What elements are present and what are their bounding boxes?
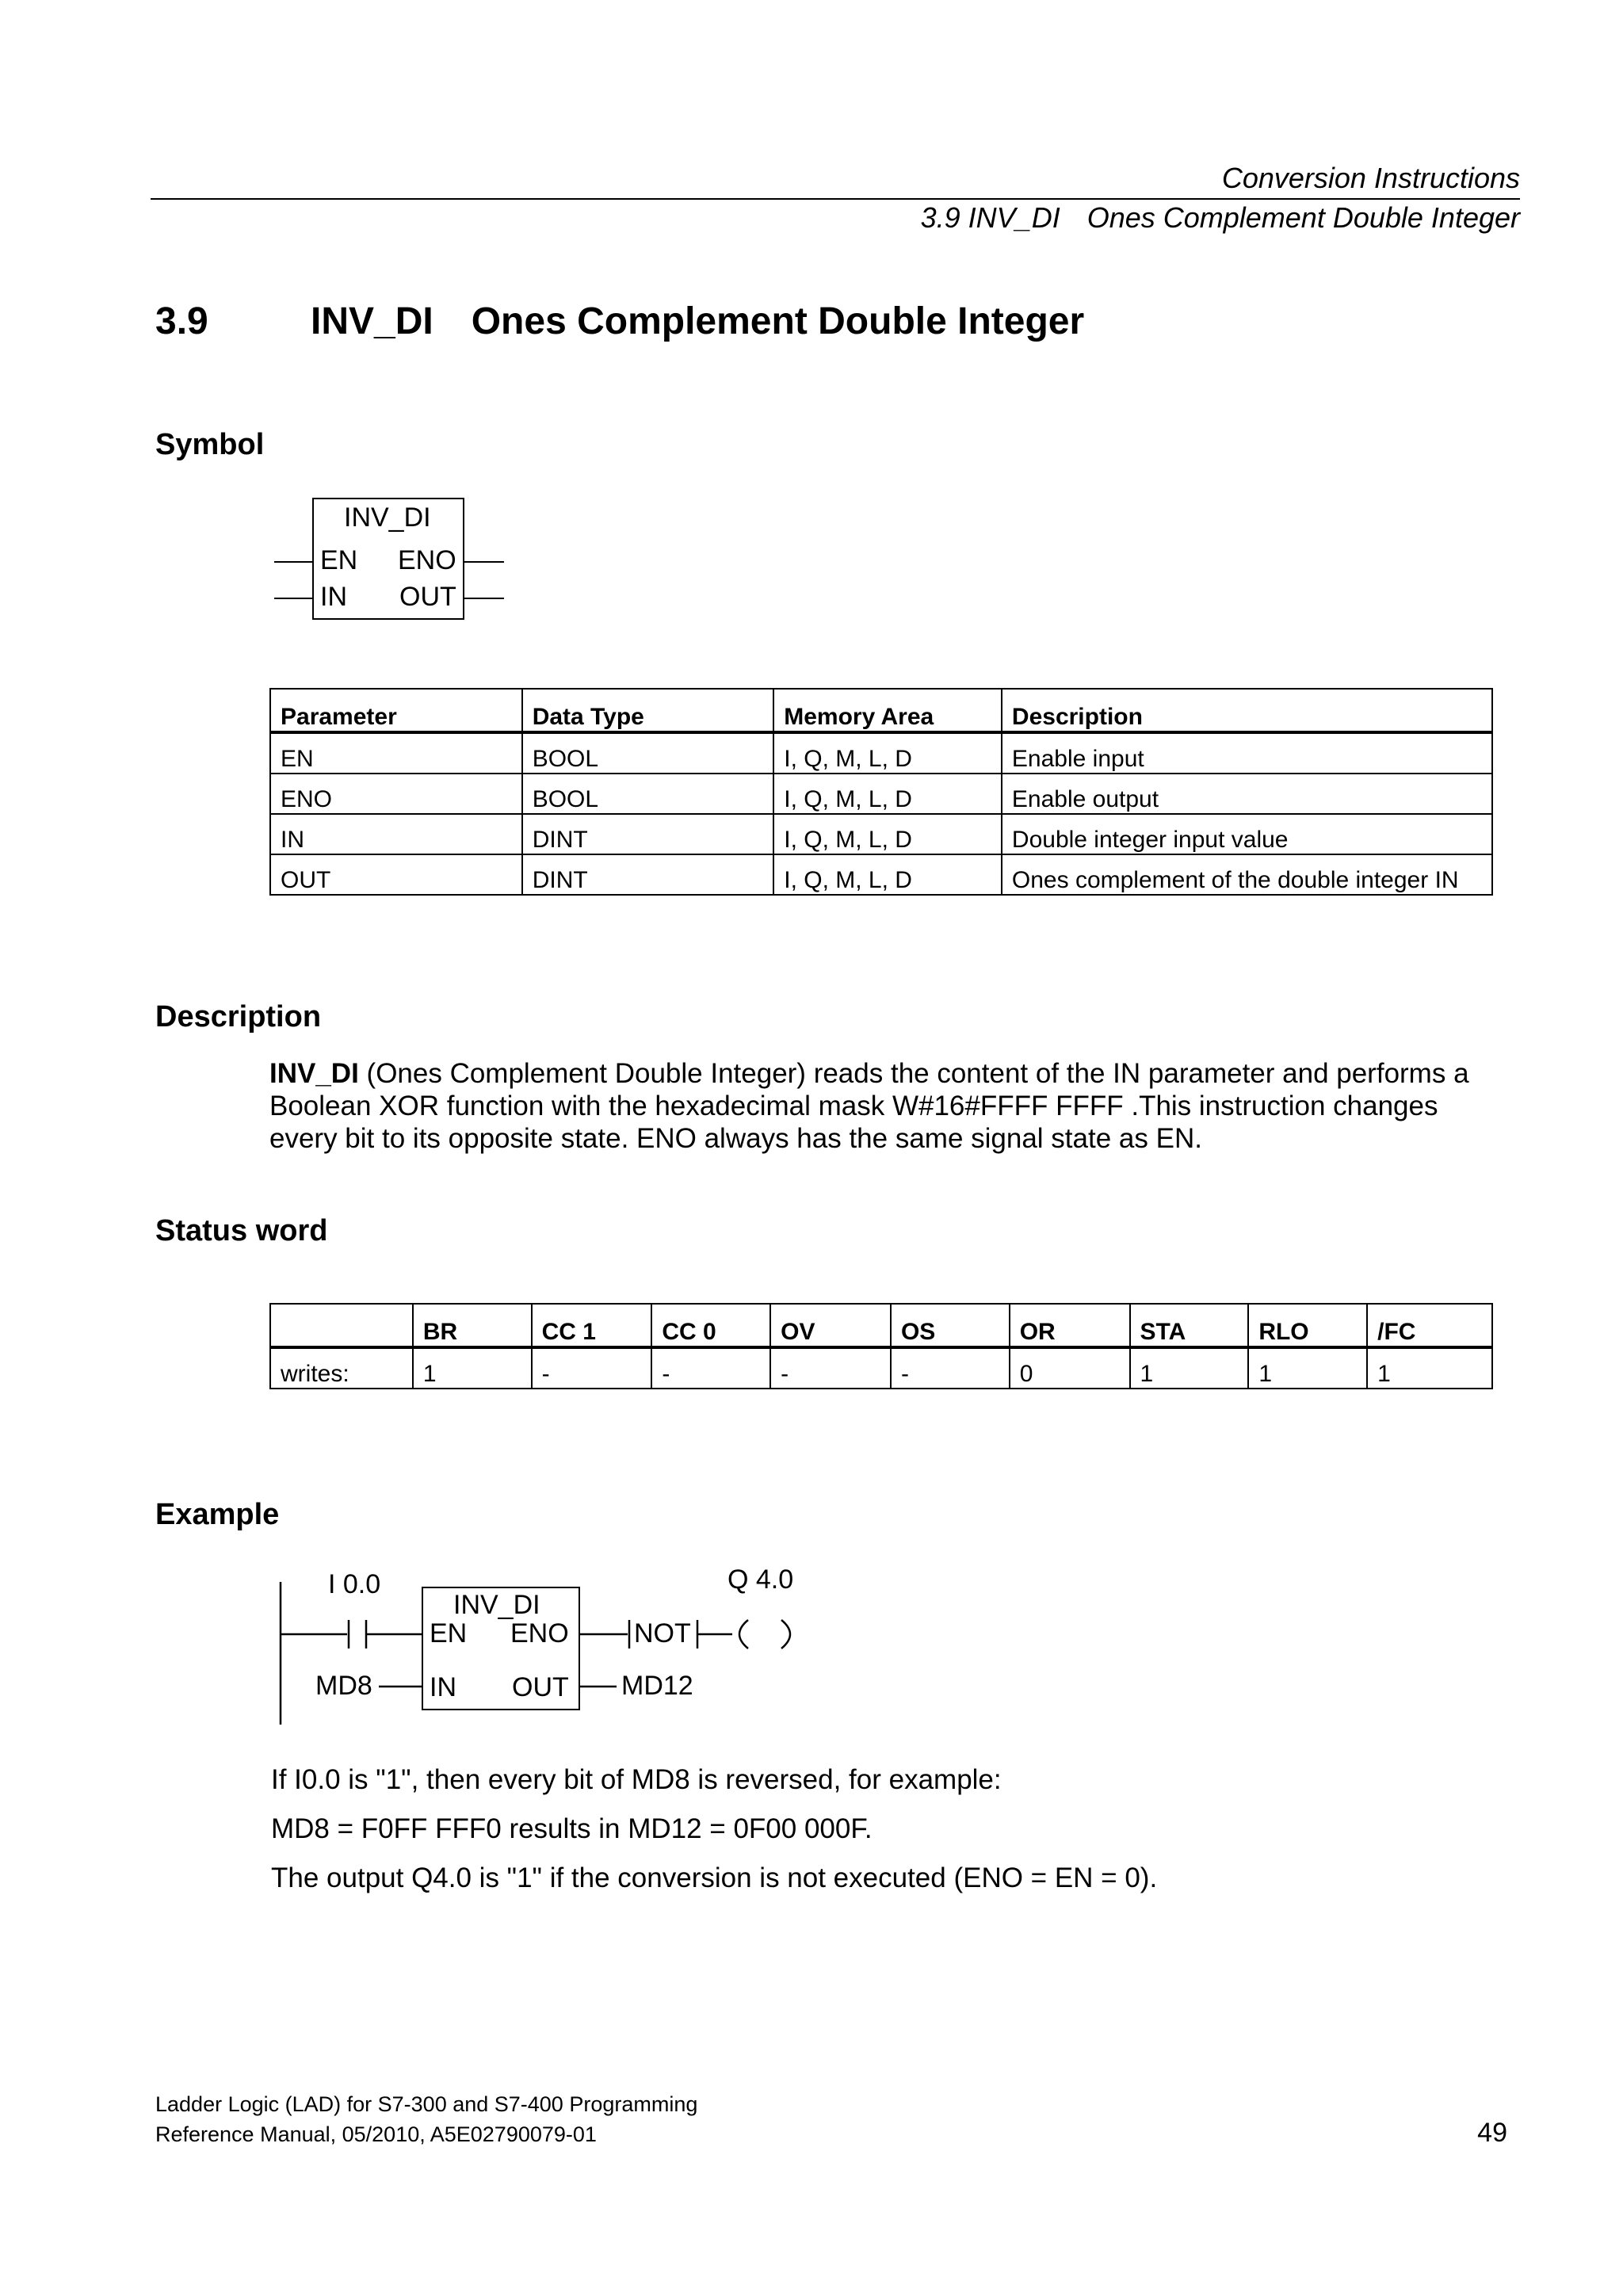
coil-label: Q 4.0 bbox=[727, 1564, 794, 1595]
table-cell: 1 bbox=[413, 1347, 532, 1389]
description-lead: INV_DI bbox=[269, 1058, 359, 1089]
column-header: CC 1 bbox=[532, 1304, 652, 1347]
symbol-heading: Symbol bbox=[155, 428, 265, 461]
status-word-heading: Status word bbox=[155, 1214, 328, 1247]
description-heading: Description bbox=[155, 1000, 322, 1033]
example-line-2: MD8 = F0FF FFF0 results in MD12 = 0F00 000F. bbox=[271, 1813, 873, 1844]
table-cell: DINT bbox=[522, 814, 774, 854]
example-pin-in: IN bbox=[430, 1672, 456, 1702]
column-header: Data Type bbox=[522, 689, 774, 732]
contact-label: I 0.0 bbox=[328, 1569, 381, 1599]
table-cell: Double integer input value bbox=[1002, 814, 1492, 854]
column-header: BR bbox=[413, 1304, 532, 1347]
example-pin-out: OUT bbox=[512, 1672, 569, 1702]
column-header: Memory Area bbox=[773, 689, 1002, 732]
title-code: INV_DI bbox=[311, 300, 433, 342]
symbol-pin-en: EN bbox=[320, 545, 358, 575]
not-label: NOT bbox=[634, 1618, 691, 1648]
table-cell: BOOL bbox=[522, 732, 774, 774]
table-cell: - bbox=[891, 1347, 1010, 1389]
header-section-name: Ones Complement Double Integer bbox=[1086, 201, 1520, 234]
column-header: OR bbox=[1010, 1304, 1130, 1347]
table-cell: BOOL bbox=[522, 774, 774, 814]
table-cell: IN bbox=[270, 814, 522, 854]
table-cell: 1 bbox=[1248, 1347, 1367, 1389]
example-block-name: INV_DI bbox=[453, 1590, 540, 1620]
table-cell: - bbox=[770, 1347, 891, 1389]
example-pin-en: EN bbox=[430, 1618, 468, 1648]
table-cell: - bbox=[651, 1347, 770, 1389]
output-operand: MD12 bbox=[621, 1671, 693, 1701]
input-operand: MD8 bbox=[315, 1671, 372, 1701]
column-header: OS bbox=[891, 1304, 1010, 1347]
column-header: Description bbox=[1002, 689, 1492, 732]
table-cell: 0 bbox=[1010, 1347, 1130, 1389]
page-number: 49 bbox=[1477, 2118, 1507, 2148]
example-line-3: The output Q4.0 is "1" if the conversion is not executed (ENO = EN = 0). bbox=[271, 1862, 1158, 1893]
running-header-chapter: Conversion Instructions bbox=[1221, 162, 1520, 194]
table-cell: Enable input bbox=[1002, 732, 1492, 774]
table-cell: DINT bbox=[522, 854, 774, 895]
title-number: 3.9 bbox=[155, 300, 208, 342]
table-cell: EN bbox=[270, 732, 522, 774]
column-header: OV bbox=[770, 1304, 891, 1347]
table-cell: 1 bbox=[1367, 1347, 1492, 1389]
example-line-1: If I0.0 is "1", then every bit of MD8 is reversed, for example: bbox=[271, 1764, 1002, 1795]
description-body: (Ones Complement Double Integer) reads the content of the IN parameter and performs a Boolean XOR function with the hexadecimal mask W#16#FFFF FFFF .This instruction changes every bit to its opposite state. ENO always has the same signal state as EN. bbox=[269, 1058, 1469, 1154]
header-section-number: 3.9 INV_DI bbox=[920, 201, 1060, 234]
column-header: CC 0 bbox=[651, 1304, 770, 1347]
table-cell: Ones complement of the double integer IN bbox=[1002, 854, 1492, 895]
symbol-block-name: INV_DI bbox=[344, 502, 431, 533]
column-header: STA bbox=[1130, 1304, 1249, 1347]
footer-line-2: Reference Manual, 05/2010, A5E02790079-01 bbox=[155, 2122, 597, 2146]
column-header: RLO bbox=[1248, 1304, 1367, 1347]
table-cell: ENO bbox=[270, 774, 522, 814]
example-pin-eno: ENO bbox=[510, 1618, 569, 1648]
table-cell: I, Q, M, L, D bbox=[773, 854, 1002, 895]
footer-line-1: Ladder Logic (LAD) for S7-300 and S7-400 Programming bbox=[155, 2092, 698, 2116]
column-header: /FC bbox=[1367, 1304, 1492, 1347]
table-cell: OUT bbox=[270, 854, 522, 895]
table-cell: 1 bbox=[1130, 1347, 1249, 1389]
symbol-pin-out: OUT bbox=[399, 582, 456, 612]
symbol-pin-eno: ENO bbox=[398, 545, 456, 575]
title-name: Ones Complement Double Integer bbox=[471, 300, 1085, 342]
column-header: Parameter bbox=[270, 689, 522, 732]
table-cell: Enable output bbox=[1002, 774, 1492, 814]
table-cell: I, Q, M, L, D bbox=[773, 774, 1002, 814]
symbol-pin-in: IN bbox=[320, 582, 347, 612]
table-cell: writes: bbox=[270, 1347, 413, 1389]
table-cell: I, Q, M, L, D bbox=[773, 732, 1002, 774]
example-heading: Example bbox=[155, 1498, 280, 1531]
table-cell: - bbox=[532, 1347, 652, 1389]
table-cell: I, Q, M, L, D bbox=[773, 814, 1002, 854]
